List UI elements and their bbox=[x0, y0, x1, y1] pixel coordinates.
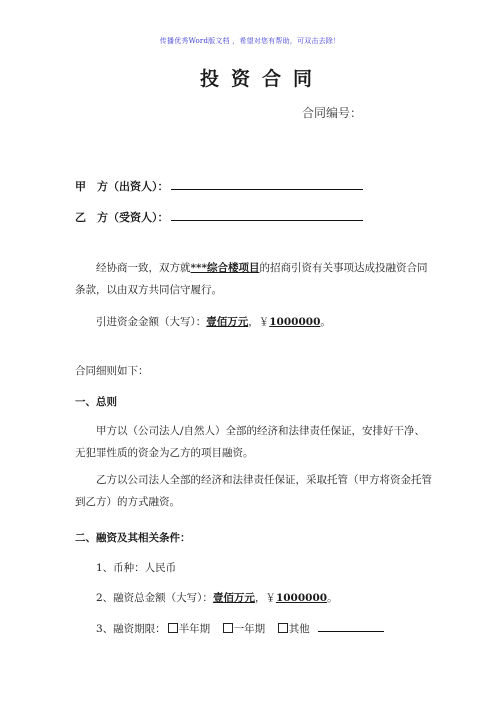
total-amount-end: 。 bbox=[327, 592, 338, 604]
section1-paragraph1: 甲方以（公司法人/自然人）全部的经济和法律责任保证，安排好干净、无犯罪性质的资金为乙方的项目融资。 bbox=[75, 425, 426, 459]
total-amount-cn: 壹佰万元 bbox=[212, 592, 255, 604]
currency-item: 1、币种：人民币 bbox=[96, 562, 177, 574]
intro-amount-num: 1000000 bbox=[269, 316, 321, 328]
section1-paragraph2: 乙方以公司法人全部的经济和法律责任保证，采取托管（甲方将资金托管到乙方）的方式融资。 bbox=[75, 474, 432, 508]
section1-heading: 一、总则 bbox=[75, 396, 117, 408]
banner-note: 传播优秀Word版文档 ，希望对您有帮助，可双击去除！ bbox=[159, 37, 341, 45]
intro-amount-sep: ，￥ bbox=[248, 316, 270, 328]
intro-text-before: 经协商一致，双方就 bbox=[96, 262, 191, 274]
intro-text-after: 的招商引资有关事项达成投融资合同条款，以由双方共同信守履行。 bbox=[75, 262, 428, 296]
total-amount-line bbox=[96, 590, 338, 605]
party-b-blank bbox=[171, 210, 363, 221]
term-label: 3、融资期限： bbox=[96, 623, 166, 635]
intro-amount-label: 引进资金金额（大写）： bbox=[96, 316, 207, 328]
contract-number-label: 合同编号： bbox=[302, 106, 363, 120]
intro-paragraph bbox=[75, 257, 433, 301]
other-term-blank[interactable] bbox=[318, 621, 384, 632]
total-amount-label: 2、融资总金额（大写）： bbox=[96, 592, 213, 604]
page-title: 投资合同 bbox=[199, 68, 324, 90]
party-b-label: 乙 方（受资人）： bbox=[75, 211, 169, 224]
total-amount-num: 1000000 bbox=[275, 592, 328, 604]
party-b-line bbox=[75, 209, 363, 225]
party-a-blank bbox=[171, 179, 363, 190]
one-year-checkbox[interactable] bbox=[223, 623, 233, 633]
total-amount-sep: ，￥ bbox=[254, 592, 276, 604]
intro-amount-line bbox=[96, 314, 331, 329]
project-name: ***综合楼项目 bbox=[190, 262, 260, 274]
intro-amount-cn: 壹佰万元 bbox=[206, 316, 249, 328]
intro-amount-end: 。 bbox=[320, 316, 331, 328]
party-a-line bbox=[75, 178, 363, 194]
details-label: 合同细则如下： bbox=[75, 365, 149, 377]
party-a-label: 甲 方（出资人）： bbox=[75, 180, 169, 193]
one-year-label: 一年期 bbox=[233, 623, 266, 635]
term-line bbox=[96, 621, 384, 636]
other-checkbox[interactable] bbox=[278, 623, 288, 633]
other-label: 其他 bbox=[288, 623, 310, 635]
half-year-checkbox[interactable] bbox=[168, 623, 178, 633]
section2-heading: 二、融资及其相关条件： bbox=[75, 532, 191, 544]
half-year-label: 半年期 bbox=[178, 623, 211, 635]
